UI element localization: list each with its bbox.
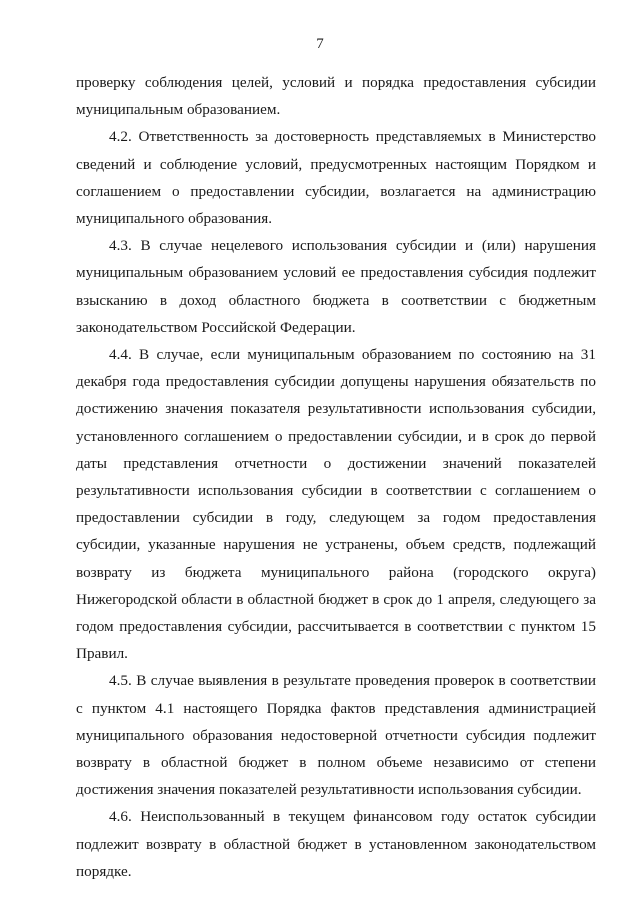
paragraph-4-5: 4.5. В случае выявления в результате проведения проверок в соответствии с пунктом 4.1 настоящего Порядка фактов представления администрацией муниципального образования недостоверной отчетности субсидия подлежит возврату в областной бюджет в полном объеме независимо от степени достижения значения показателей результативности использования субсидии. bbox=[76, 672, 596, 799]
page-number: 7 bbox=[316, 36, 324, 52]
paragraph-4-6: 4.6. Неиспользованный в текущем финансовом году остаток субсидии подлежит возврату в областной бюджет в установленном законодательством порядке. bbox=[76, 808, 596, 880]
paragraph-4-4: 4.4. В случае, если муниципальным образованием по состоянию на 31 декабря года предоставления субсидии допущены нарушения обязательств по достижению значения показателя результативности использования субсидии, установленного соглашением о предоставлении субсидии, и в срок до первой даты представления отчетности о достижении значений показателей результативности использования субсидии в соответствии с соглашением о предоставлении субсидии в году, следующем за годом предоставления субсидии, указанные нарушения не устранены, объем средств, подлежащий возврату из бюджета муниципального района (городского округа) Нижегородской области в областной бюджет в срок до 1 апреля, следующего за годом предоставления субсидии, рассчитывается в соответствии с пунктом 15 Правил. bbox=[76, 346, 596, 663]
paragraph-4-3: 4.3. В случае нецелевого использования субсидии и (или) нарушения муниципальным образованием условий ее предоставления субсидия подлежит взысканию в доход областного бюджета в соответствии с бюджетным законодательством Российской Федерации. bbox=[76, 237, 596, 336]
paragraph-4-2: 4.2. Ответственность за достоверность представляемых в Министерство сведений и соблюдение условий, предусмотренных настоящим Порядком и соглашением о предоставлении субсидии, возлагается на администрацию муниципального образования. bbox=[76, 128, 596, 228]
document-body bbox=[76, 69, 596, 885]
paragraph-continuation: проверку соблюдения целей, условий и порядка предоставления субсидии муниципальным образованием. bbox=[76, 74, 596, 119]
